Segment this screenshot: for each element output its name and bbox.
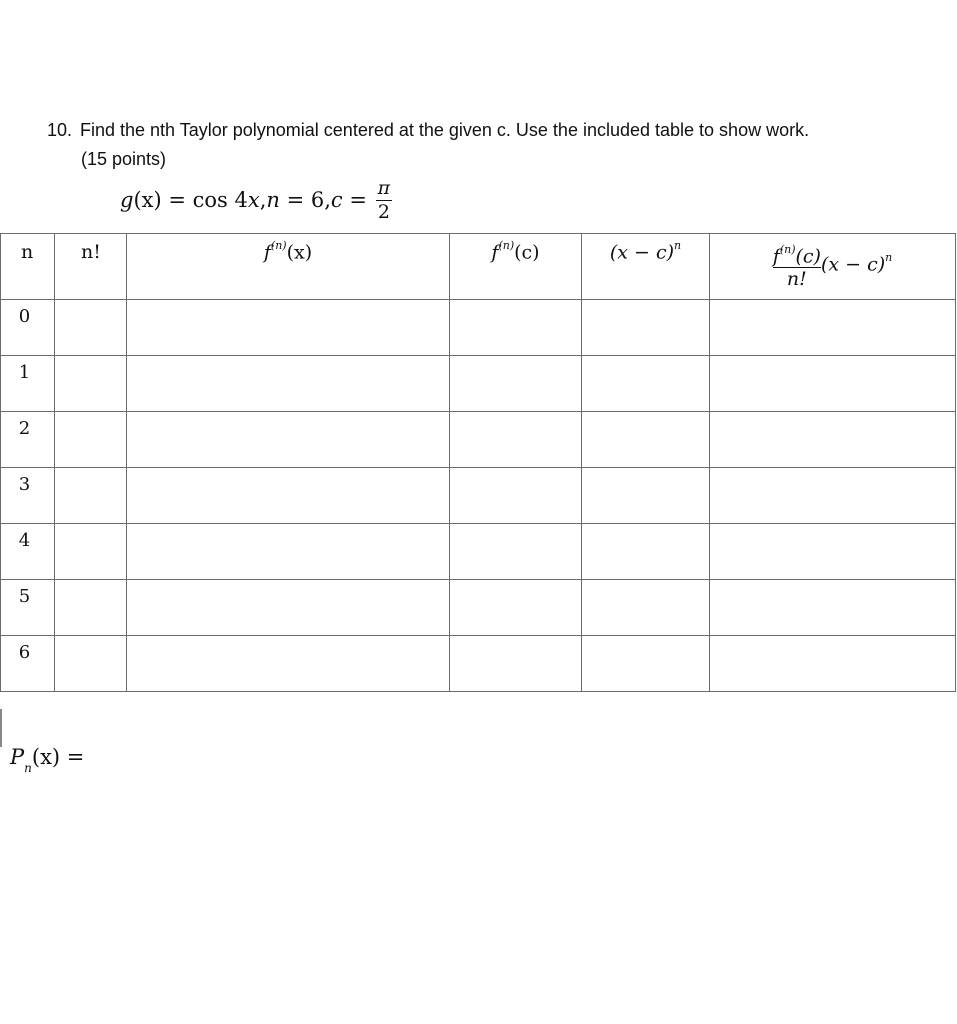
table-row xyxy=(1,468,956,524)
table-row xyxy=(1,356,956,412)
eq-g: g xyxy=(120,188,134,212)
header-x-minus-c-power: $(x - c)^n$ xyxy=(582,234,710,300)
margin-mark xyxy=(0,709,2,747)
table-row xyxy=(1,636,956,692)
derivative-x-cell[interactable] xyxy=(127,300,450,356)
row-n-cell: 4 xyxy=(1,524,55,580)
factorial-cell[interactable] xyxy=(55,636,127,692)
eq-equals: = xyxy=(342,188,367,212)
factorial-cell[interactable] xyxy=(55,356,127,412)
factorial-cell[interactable] xyxy=(55,524,127,580)
factorial-cell[interactable] xyxy=(55,300,127,356)
row-n-cell: 1 xyxy=(1,356,55,412)
term-fraction: $\frac{f^{(n)}(c)}{n!}$ xyxy=(772,243,821,291)
header-nth-derivative-c: $f^{(n)}(c)$ xyxy=(450,234,582,300)
derivative-x-cell[interactable] xyxy=(127,412,450,468)
question-prompt: Find the nth Taylor polynomial centered at the given c. Use the included table to show work. xyxy=(80,120,810,140)
power-cell[interactable] xyxy=(582,468,710,524)
derivative-x-cell[interactable] xyxy=(127,468,450,524)
eq-n: n xyxy=(266,188,280,212)
derivative-x-cell[interactable] xyxy=(127,524,450,580)
term-cell[interactable] xyxy=(710,468,956,524)
header-factorial: n! xyxy=(55,234,127,300)
eq-cos: = cos 4 xyxy=(161,188,248,212)
question-text-block xyxy=(47,116,809,174)
eq-fraction xyxy=(376,176,393,223)
factorial-cell[interactable] xyxy=(55,580,127,636)
derivative-c-cell[interactable] xyxy=(450,356,582,412)
derivative-c-cell[interactable] xyxy=(450,524,582,580)
derivative-x-cell[interactable] xyxy=(127,580,450,636)
term-cell[interactable] xyxy=(710,412,956,468)
table-header-row xyxy=(1,234,956,300)
term-cell[interactable] xyxy=(710,580,956,636)
table-row xyxy=(1,412,956,468)
term-cell[interactable] xyxy=(710,356,956,412)
power-cell[interactable] xyxy=(582,412,710,468)
question-line-1 xyxy=(47,116,809,145)
factorial-cell[interactable] xyxy=(55,412,127,468)
derivative-c-cell[interactable] xyxy=(450,300,582,356)
power-cell[interactable] xyxy=(582,524,710,580)
row-n-cell: 5 xyxy=(1,580,55,636)
poly-p: P xyxy=(10,745,25,769)
power-cell[interactable] xyxy=(582,356,710,412)
poly-subscript: n xyxy=(24,761,32,776)
taylor-work-table xyxy=(0,233,956,692)
term-cell[interactable] xyxy=(710,524,956,580)
factorial-cell[interactable] xyxy=(55,468,127,524)
poly-arg: (x) = xyxy=(31,745,85,769)
derivative-c-cell[interactable] xyxy=(450,636,582,692)
eq-arg: (x) xyxy=(133,188,162,212)
derivative-c-cell[interactable] xyxy=(450,468,582,524)
row-n-cell: 2 xyxy=(1,412,55,468)
row-n-cell: 3 xyxy=(1,468,55,524)
row-n-cell: 6 xyxy=(1,636,55,692)
derivative-c-cell[interactable] xyxy=(450,580,582,636)
term-cell[interactable] xyxy=(710,300,956,356)
table-row xyxy=(1,300,956,356)
function-equation xyxy=(120,178,392,225)
eq-c: c xyxy=(330,188,343,212)
eq-n-value: = 6, xyxy=(279,188,331,212)
term-cell[interactable] xyxy=(710,636,956,692)
eq-comma: , xyxy=(259,188,267,212)
header-taylor-term: $\frac{f^{(n)}(c)}{n!}$ $(x - c)^n$ xyxy=(710,234,956,300)
eq-x: x xyxy=(247,188,260,212)
power-cell[interactable] xyxy=(582,636,710,692)
header-n: n xyxy=(1,234,55,300)
eq-denominator: 2 xyxy=(377,201,390,223)
table-row xyxy=(1,580,956,636)
row-n-cell: 0 xyxy=(1,300,55,356)
taylor-polynomial-answer xyxy=(10,745,85,776)
power-cell[interactable] xyxy=(582,300,710,356)
question-points: (15 points) xyxy=(81,149,167,169)
power-cell[interactable] xyxy=(582,580,710,636)
question-number: 10. xyxy=(47,120,73,140)
table-row xyxy=(1,524,956,580)
derivative-x-cell[interactable] xyxy=(127,356,450,412)
eq-numerator: π xyxy=(377,177,391,199)
derivative-c-cell[interactable] xyxy=(450,412,582,468)
header-nth-derivative-x: $f^{(n)}(x)$ xyxy=(127,234,450,300)
derivative-x-cell[interactable] xyxy=(127,636,450,692)
